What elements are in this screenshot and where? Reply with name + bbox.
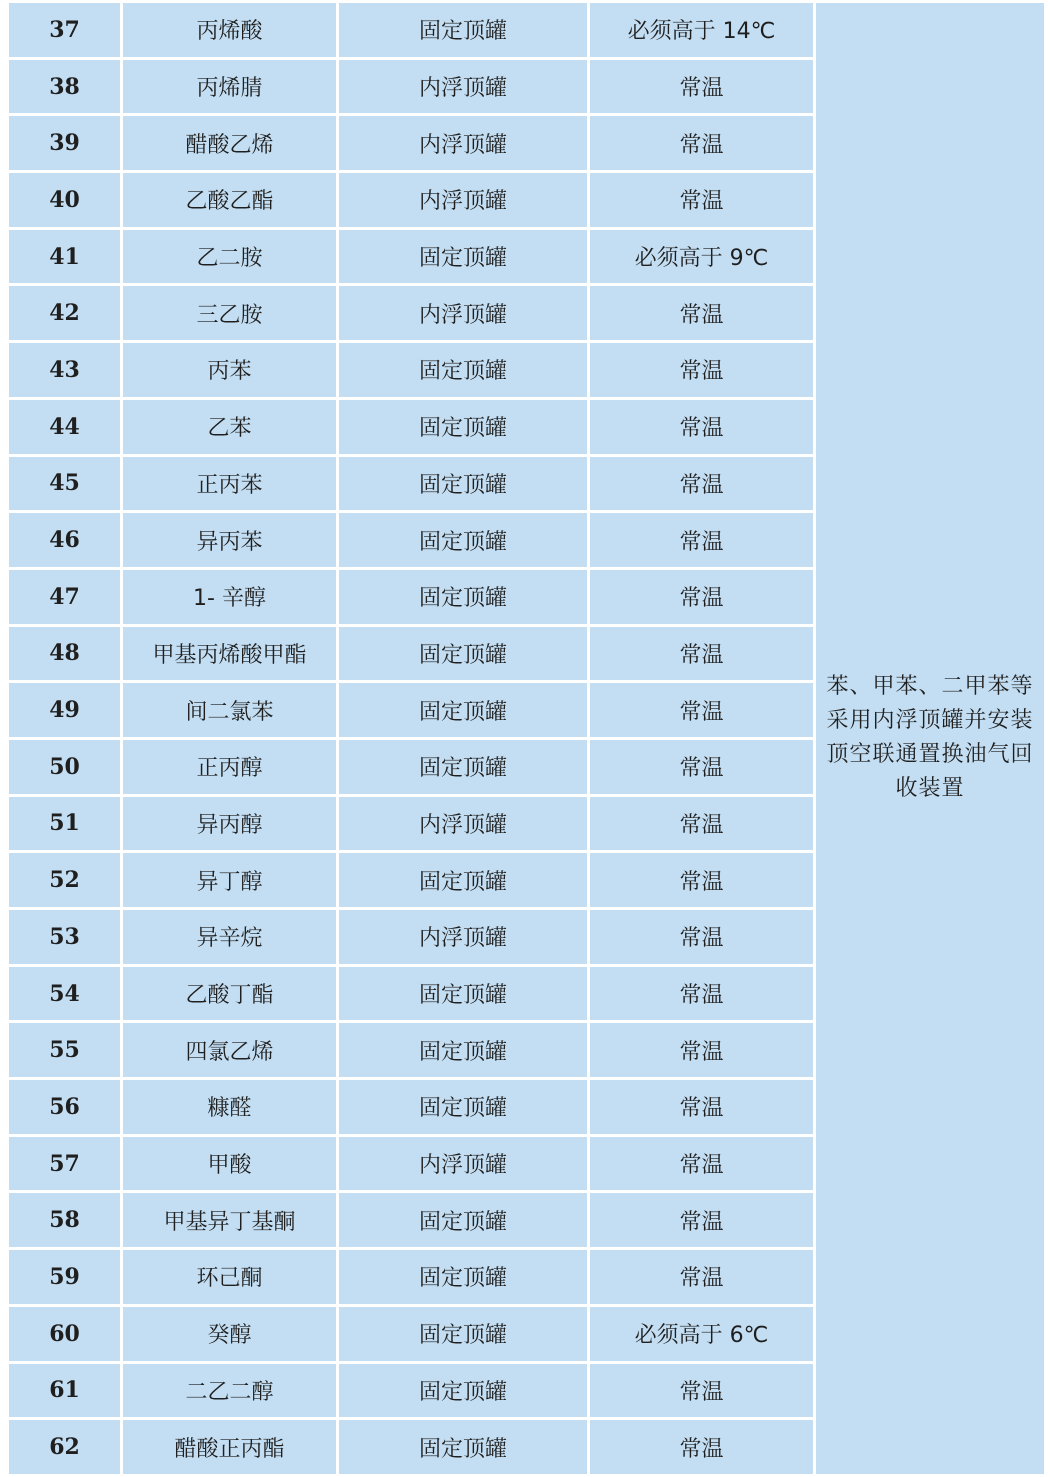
storage-temperature-cell: 常温 (589, 285, 815, 342)
storage-temperature-cell: 必须高于 9℃ (589, 228, 815, 285)
storage-temperature-cell: 常温 (589, 682, 815, 739)
row-number-cell: 53 (8, 909, 122, 966)
tank-type-cell: 固定顶罐 (338, 398, 589, 455)
storage-temperature-cell: 常温 (589, 738, 815, 795)
tank-type-cell: 固定顶罐 (338, 1079, 589, 1136)
tank-type-cell: 固定顶罐 (338, 228, 589, 285)
row-number-cell: 40 (8, 172, 122, 229)
row-number-cell: 55 (8, 1022, 122, 1079)
chemical-name-cell: 四氯乙烯 (122, 1022, 338, 1079)
chemical-name-cell: 1- 辛醇 (122, 568, 338, 625)
storage-temperature-cell: 常温 (589, 795, 815, 852)
storage-temperature-cell: 常温 (589, 1362, 815, 1419)
chemical-name-cell: 异丙苯 (122, 512, 338, 569)
tank-type-cell: 固定顶罐 (338, 2, 589, 59)
storage-temperature-cell: 常温 (589, 172, 815, 229)
row-number-cell: 41 (8, 228, 122, 285)
tank-type-cell: 固定顶罐 (338, 682, 589, 739)
chemical-name-cell: 正丙苯 (122, 455, 338, 512)
storage-temperature-cell: 常温 (589, 115, 815, 172)
tank-type-cell: 内浮顶罐 (338, 795, 589, 852)
row-number-cell: 42 (8, 285, 122, 342)
tank-type-cell: 固定顶罐 (338, 512, 589, 569)
chemical-name-cell: 丙烯酸 (122, 2, 338, 59)
tank-type-cell: 固定顶罐 (338, 1022, 589, 1079)
row-number-cell: 61 (8, 1362, 122, 1419)
storage-temperature-cell: 常温 (589, 398, 815, 455)
row-number-cell: 62 (8, 1419, 122, 1476)
chemical-name-cell: 乙苯 (122, 398, 338, 455)
chemical-name-cell: 丙烯腈 (122, 58, 338, 115)
remark-cell: 苯、甲苯、二甲苯等采用内浮顶罐并安装顶空联通置换油气回收装置 (815, 2, 1046, 1476)
storage-temperature-cell: 常温 (589, 512, 815, 569)
chemical-name-cell: 三乙胺 (122, 285, 338, 342)
row-number-cell: 51 (8, 795, 122, 852)
storage-temperature-cell: 常温 (589, 1079, 815, 1136)
chemical-name-cell: 乙酸丁酯 (122, 965, 338, 1022)
storage-temperature-cell: 常温 (589, 342, 815, 399)
row-number-cell: 46 (8, 512, 122, 569)
chemical-name-cell: 醋酸正丙酯 (122, 1419, 338, 1476)
row-number-cell: 47 (8, 568, 122, 625)
row-number-cell: 58 (8, 1192, 122, 1249)
tank-type-cell: 固定顶罐 (338, 1362, 589, 1419)
storage-temperature-cell: 常温 (589, 1135, 815, 1192)
row-number-cell: 43 (8, 342, 122, 399)
storage-temperature-cell: 常温 (589, 625, 815, 682)
chemical-name-cell: 异辛烷 (122, 909, 338, 966)
storage-temperature-cell: 常温 (589, 1249, 815, 1306)
chemical-name-cell: 糠醛 (122, 1079, 338, 1136)
tank-type-cell: 内浮顶罐 (338, 1135, 589, 1192)
chemical-name-cell: 间二氯苯 (122, 682, 338, 739)
row-number-cell: 49 (8, 682, 122, 739)
tank-type-cell: 固定顶罐 (338, 455, 589, 512)
storage-temperature-cell: 常温 (589, 455, 815, 512)
tank-type-cell: 固定顶罐 (338, 852, 589, 909)
row-number-cell: 39 (8, 115, 122, 172)
tank-type-cell: 内浮顶罐 (338, 909, 589, 966)
chemical-name-cell: 癸醇 (122, 1305, 338, 1362)
chemical-name-cell: 异丁醇 (122, 852, 338, 909)
storage-temperature-cell: 常温 (589, 1192, 815, 1249)
chemical-name-cell: 二乙二醇 (122, 1362, 338, 1419)
chemical-name-cell: 甲酸 (122, 1135, 338, 1192)
chemical-name-cell: 乙二胺 (122, 228, 338, 285)
tank-type-cell: 固定顶罐 (338, 625, 589, 682)
tank-type-cell: 固定顶罐 (338, 1249, 589, 1306)
storage-temperature-cell: 常温 (589, 58, 815, 115)
row-number-cell: 45 (8, 455, 122, 512)
storage-temperature-cell: 常温 (589, 909, 815, 966)
table-row (8, 2, 1046, 59)
tank-type-cell: 固定顶罐 (338, 1419, 589, 1476)
row-number-cell: 56 (8, 1079, 122, 1136)
table-body (8, 2, 1046, 1476)
row-number-cell: 38 (8, 58, 122, 115)
chemical-name-cell: 丙苯 (122, 342, 338, 399)
tank-type-cell: 内浮顶罐 (338, 285, 589, 342)
row-number-cell: 52 (8, 852, 122, 909)
tank-type-cell: 固定顶罐 (338, 1305, 589, 1362)
chemical-name-cell: 甲基丙烯酸甲酯 (122, 625, 338, 682)
row-number-cell: 44 (8, 398, 122, 455)
storage-temperature-cell: 必须高于 14℃ (589, 2, 815, 59)
row-number-cell: 54 (8, 965, 122, 1022)
tank-type-cell: 固定顶罐 (338, 568, 589, 625)
tank-type-cell: 固定顶罐 (338, 1192, 589, 1249)
tank-type-cell: 固定顶罐 (338, 965, 589, 1022)
chemical-name-cell: 醋酸乙烯 (122, 115, 338, 172)
storage-temperature-cell: 常温 (589, 568, 815, 625)
row-number-cell: 59 (8, 1249, 122, 1306)
storage-temperature-cell: 常温 (589, 852, 815, 909)
storage-temperature-cell: 必须高于 6℃ (589, 1305, 815, 1362)
chemical-name-cell: 乙酸乙酯 (122, 172, 338, 229)
chemical-name-cell: 环己酮 (122, 1249, 338, 1306)
row-number-cell: 50 (8, 738, 122, 795)
chemical-name-cell: 甲基异丁基酮 (122, 1192, 338, 1249)
row-number-cell: 57 (8, 1135, 122, 1192)
storage-temperature-cell: 常温 (589, 965, 815, 1022)
tank-type-cell: 内浮顶罐 (338, 58, 589, 115)
tank-type-cell: 固定顶罐 (338, 738, 589, 795)
chemical-storage-table (6, 0, 1047, 1477)
row-number-cell: 37 (8, 2, 122, 59)
tank-type-cell: 内浮顶罐 (338, 172, 589, 229)
tank-type-cell: 固定顶罐 (338, 342, 589, 399)
tank-type-cell: 内浮顶罐 (338, 115, 589, 172)
chemical-name-cell: 正丙醇 (122, 738, 338, 795)
row-number-cell: 48 (8, 625, 122, 682)
storage-temperature-cell: 常温 (589, 1022, 815, 1079)
storage-temperature-cell: 常温 (589, 1419, 815, 1476)
chemical-name-cell: 异丙醇 (122, 795, 338, 852)
row-number-cell: 60 (8, 1305, 122, 1362)
